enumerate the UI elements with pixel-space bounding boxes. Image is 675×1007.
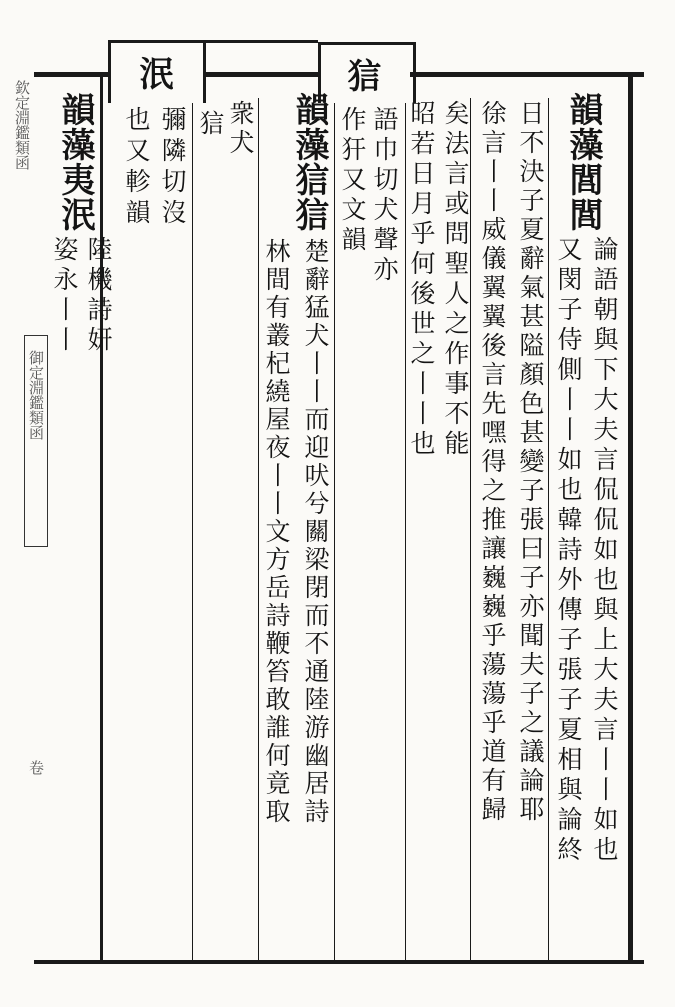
text-c10: 林間有叢杞繞屋夜丨丨文方岳詩鞭笞敢誰何竟取 [262, 238, 291, 826]
divider-4 [334, 98, 335, 960]
headword-c1: 韻藻閭閭 [563, 92, 603, 232]
divider-2 [470, 98, 471, 960]
text-c11: 衆犬 [226, 100, 255, 158]
text-c8: 作犴又文韻 [338, 106, 367, 256]
tab-right-char: 狺 [341, 58, 381, 93]
frame-bottom-line [34, 960, 644, 964]
frame-right-line [628, 72, 633, 964]
text-c16: 姿永丨丨 [50, 236, 79, 356]
divider-1 [548, 98, 549, 960]
text-c7: 語巾切犬聲亦 [370, 106, 399, 286]
margin-top-strip: 欽定淵鑑類函 [13, 80, 31, 170]
text-c3: 日不決子夏辭氣甚隘顏色甚變子張曰子亦聞夫子之議論耶 [516, 100, 545, 825]
frame-left-line [100, 72, 103, 964]
text-c4: 徐言丨丨威儀翼翼後言先嘿得之推讓巍巍乎蕩蕩乎道有歸 [478, 100, 507, 825]
text-c2: 又閔子侍側丨丨如也韓詩外傳子張子夏相與論終 [554, 236, 583, 866]
text-c15: 陸機詩妍 [84, 236, 113, 356]
margin-side-label: 御定淵鑑類函 [27, 350, 45, 440]
text-c6: 昭若日月乎何後世之丨丨也 [407, 100, 436, 460]
tab-right-shoulder [410, 72, 628, 77]
text-c12: 狺 [196, 110, 225, 135]
margin-page-number: 卷 [27, 760, 45, 775]
divider-3 [405, 98, 406, 960]
text-c9: 楚辭猛犬丨丨而迎吠兮關梁閉而不通陸游幽居詩 [301, 238, 330, 826]
divider-5 [258, 98, 259, 960]
tab-left-char: 泯 [133, 56, 173, 91]
tab-bridge-line [200, 40, 318, 43]
text-c13: 彌隣切沒 [158, 106, 187, 230]
text-c1: 論語朝與下大夫言侃侃如也與上大夫言丨丨如也 [590, 236, 619, 866]
text-c5: 矣法言或問聖人之作事不能 [441, 100, 470, 460]
headword-c9: 韻藻狺狺 [289, 92, 329, 232]
headword-c15: 韻藻夷泯 [55, 92, 95, 232]
divider-6 [192, 98, 193, 960]
text-c14: 也又軫韻 [122, 106, 151, 230]
